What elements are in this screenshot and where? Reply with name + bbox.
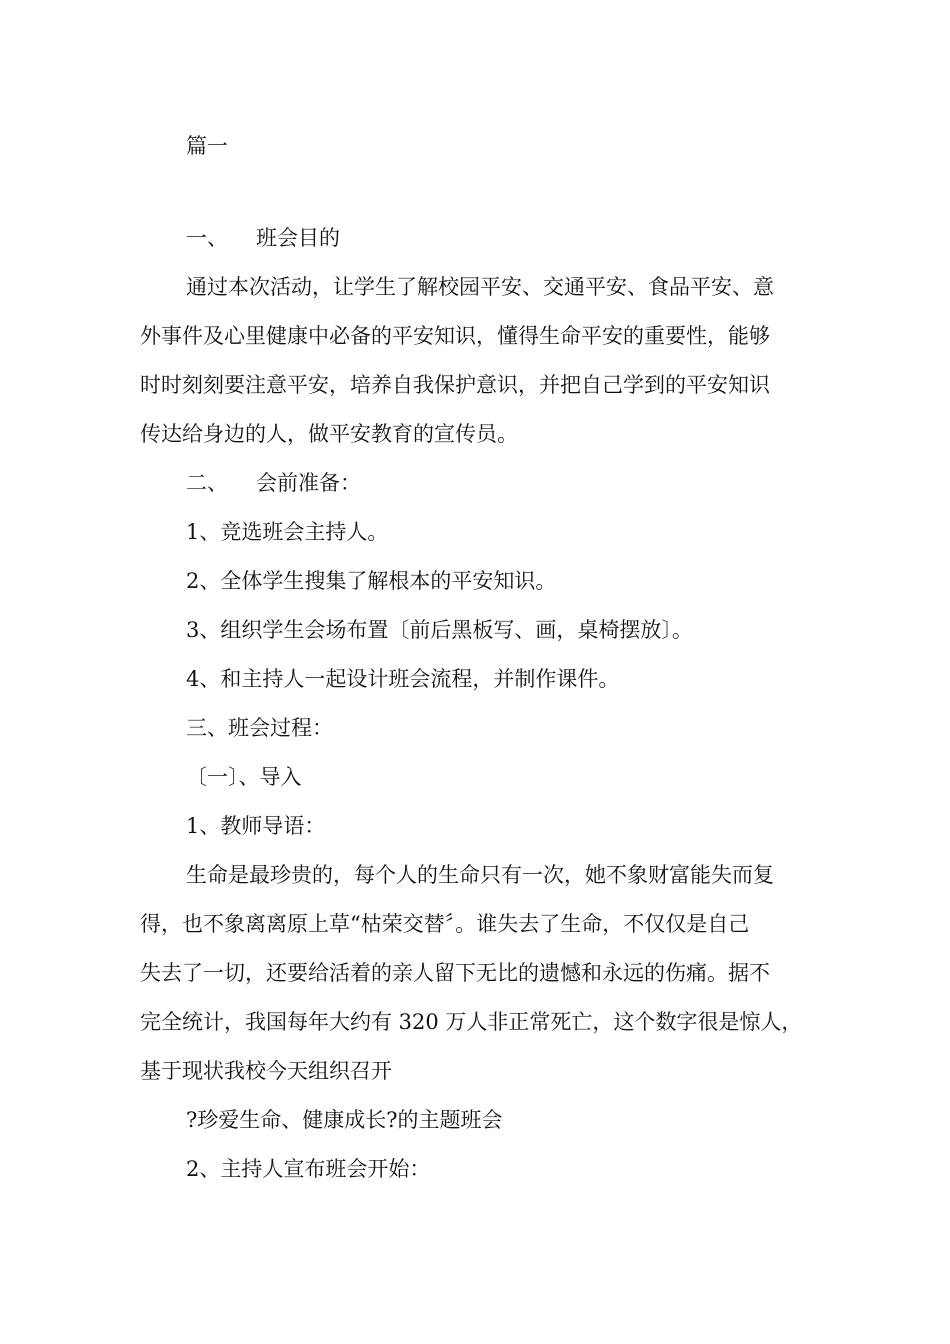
section1-heading-text: 班会目的 (256, 226, 340, 250)
theme-line: ?珍爱生命、健康成长?的主题班会 (186, 1108, 503, 1132)
section1-paragraph (140, 263, 812, 459)
list-item: 2、主持人宣布班会开始： (186, 1157, 431, 1181)
paragraph-line: 得，也不象离离原上草“枯荣交替〞。谁失去了生命，不仅仅是自己 (140, 912, 750, 936)
document-body (140, 122, 812, 1194)
list-item: 2、全体学生搜集了解根本的平安知识。 (186, 569, 557, 593)
list-item: 1、教师导语： (186, 814, 326, 838)
section1-heading-number: 一、 (186, 226, 228, 250)
document-title: 篇一 (186, 134, 228, 158)
list-item: 1、竞选班会主持人。 (186, 520, 389, 544)
section2-heading-number: 二、 (186, 471, 228, 495)
section2-heading (140, 459, 812, 508)
section2-heading-text: 会前准备： (256, 471, 361, 495)
paragraph-line: 生命是最珍贵的，每个人的生命只有一次，她不象财富能失而复 (186, 863, 774, 887)
section3-paragraph (140, 851, 812, 1096)
paragraph-line: 外事件及心里健康中必备的平安知识，懂得生命平安的重要性，能够 (140, 324, 770, 348)
paragraph-line: 通过本次活动，让学生了解校园平安、交通平安、食品平安、意 (186, 275, 774, 299)
paragraph-line: 时时刻刻要注意平安，培养自我保护意识，并把自己学到的平安知识 (140, 373, 770, 397)
paragraph-line: 传达给身边的人，做平安教育的宣传员。 (140, 422, 518, 446)
section1-heading (140, 214, 812, 263)
paragraph-line: 失去了一切，还要给活着的亲人留下无比的遗憾和永远的伤痛。据不 (140, 961, 770, 985)
section3-heading: 三、班会过程： (186, 716, 333, 740)
paragraph-line: 基于现状我校今天组织召开 (140, 1059, 392, 1083)
list-item: 4、和主持人一起设计班会流程，并制作课件。 (186, 667, 620, 691)
list-item: 3、组织学生会场布置〔前后黑板写、画，桌椅摆放〕。 (186, 618, 693, 642)
section3-subheading: 〔一〕、导入 (186, 765, 302, 789)
paragraph-line: 完全统计，我国每年大约有 320 万人非正常死亡，这个数字很是惊人， (140, 1010, 803, 1034)
